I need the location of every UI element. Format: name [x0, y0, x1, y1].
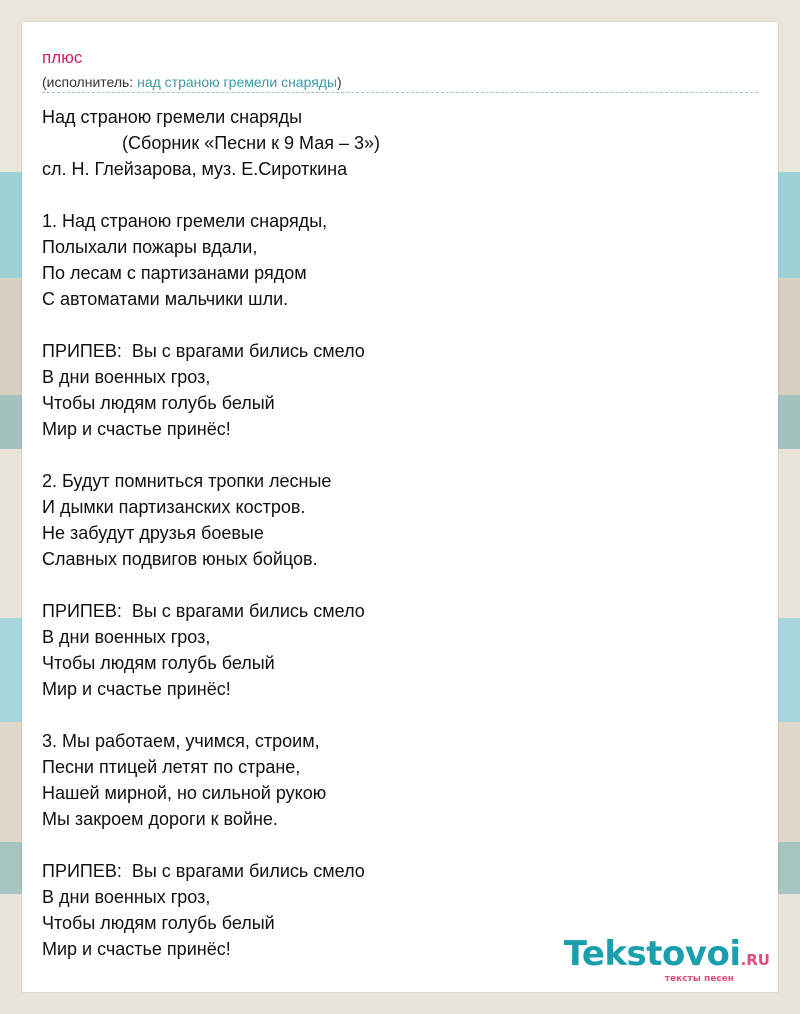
lyric-line: С автоматами мальчики шли. [42, 289, 289, 309]
header-divider [42, 92, 758, 93]
performer-suffix: ) [337, 74, 342, 90]
lyric-line: В дни военных гроз, [42, 627, 211, 647]
lyric-line: Песни птицей летят по стране, [42, 757, 301, 777]
lyrics-sheet [22, 22, 778, 992]
lyric-line [42, 182, 380, 208]
lyrics-body [42, 104, 380, 962]
logo-domain: .RU [740, 951, 770, 969]
lyric-line: Нашей мирной, но сильной рукою [42, 783, 327, 803]
lyric-line: Над страною гремели снаряды [42, 107, 303, 127]
lyric-line [42, 572, 380, 598]
performer-line [42, 73, 758, 91]
lyric-line: Чтобы людям голубь белый [42, 393, 275, 413]
performer-prefix: (исполнитель: [42, 74, 138, 90]
lyric-line: сл. Н. Глейзарова, муз. Е.Сироткина [42, 159, 348, 179]
lyric-line: ПРИПЕВ: Вы с врагами бились смело [42, 601, 365, 621]
lyric-line: Мы закроем дороги к войне. [42, 809, 278, 829]
lyric-line: Мир и счастье принёс! [42, 939, 231, 959]
lyric-line [42, 442, 380, 468]
lyric-line: В дни военных гроз, [42, 367, 211, 387]
lyric-line: Мир и счастье принёс! [42, 679, 231, 699]
logo-wordmark [564, 936, 770, 978]
lyric-line [42, 702, 380, 728]
lyric-line: Чтобы людям голубь белый [42, 653, 275, 673]
lyric-line: ПРИПЕВ: Вы с врагами бились смело [42, 861, 365, 881]
performer-link[interactable]: над страною гремели снаряды [137, 74, 338, 90]
lyric-line: Чтобы людям голубь белый [42, 913, 275, 933]
lyric-line [42, 312, 380, 338]
song-title: плюс [42, 48, 83, 67]
lyric-line: 2. Будут помниться тропки лесные [42, 471, 332, 491]
lyric-line: 3. Мы работаем, учимся, строим, [42, 731, 320, 751]
lyric-line: По лесам с партизанами рядом [42, 263, 307, 283]
lyric-line [42, 832, 380, 858]
lyric-line: Полыхали пожары вдали, [42, 237, 258, 257]
lyric-line: ПРИПЕВ: Вы с врагами бились смело [42, 341, 365, 361]
lyric-line: Мир и счастье принёс! [42, 419, 231, 439]
lyric-line: В дни военных гроз, [42, 887, 211, 907]
lyric-line: Славных подвигов юных бойцов. [42, 549, 318, 569]
site-logo[interactable] [564, 936, 770, 984]
song-header [42, 48, 758, 93]
lyric-line: 1. Над страною гремели снаряды, [42, 211, 328, 231]
lyric-line: Не забудут друзья боевые [42, 523, 264, 543]
logo-tagline: тексты песен [664, 974, 734, 984]
lyric-line: (Сборник «Песни к 9 Мая – 3») [42, 133, 381, 153]
logo-name: Tekstovoi [563, 934, 741, 974]
lyric-line: И дымки партизанских костров. [42, 497, 306, 517]
